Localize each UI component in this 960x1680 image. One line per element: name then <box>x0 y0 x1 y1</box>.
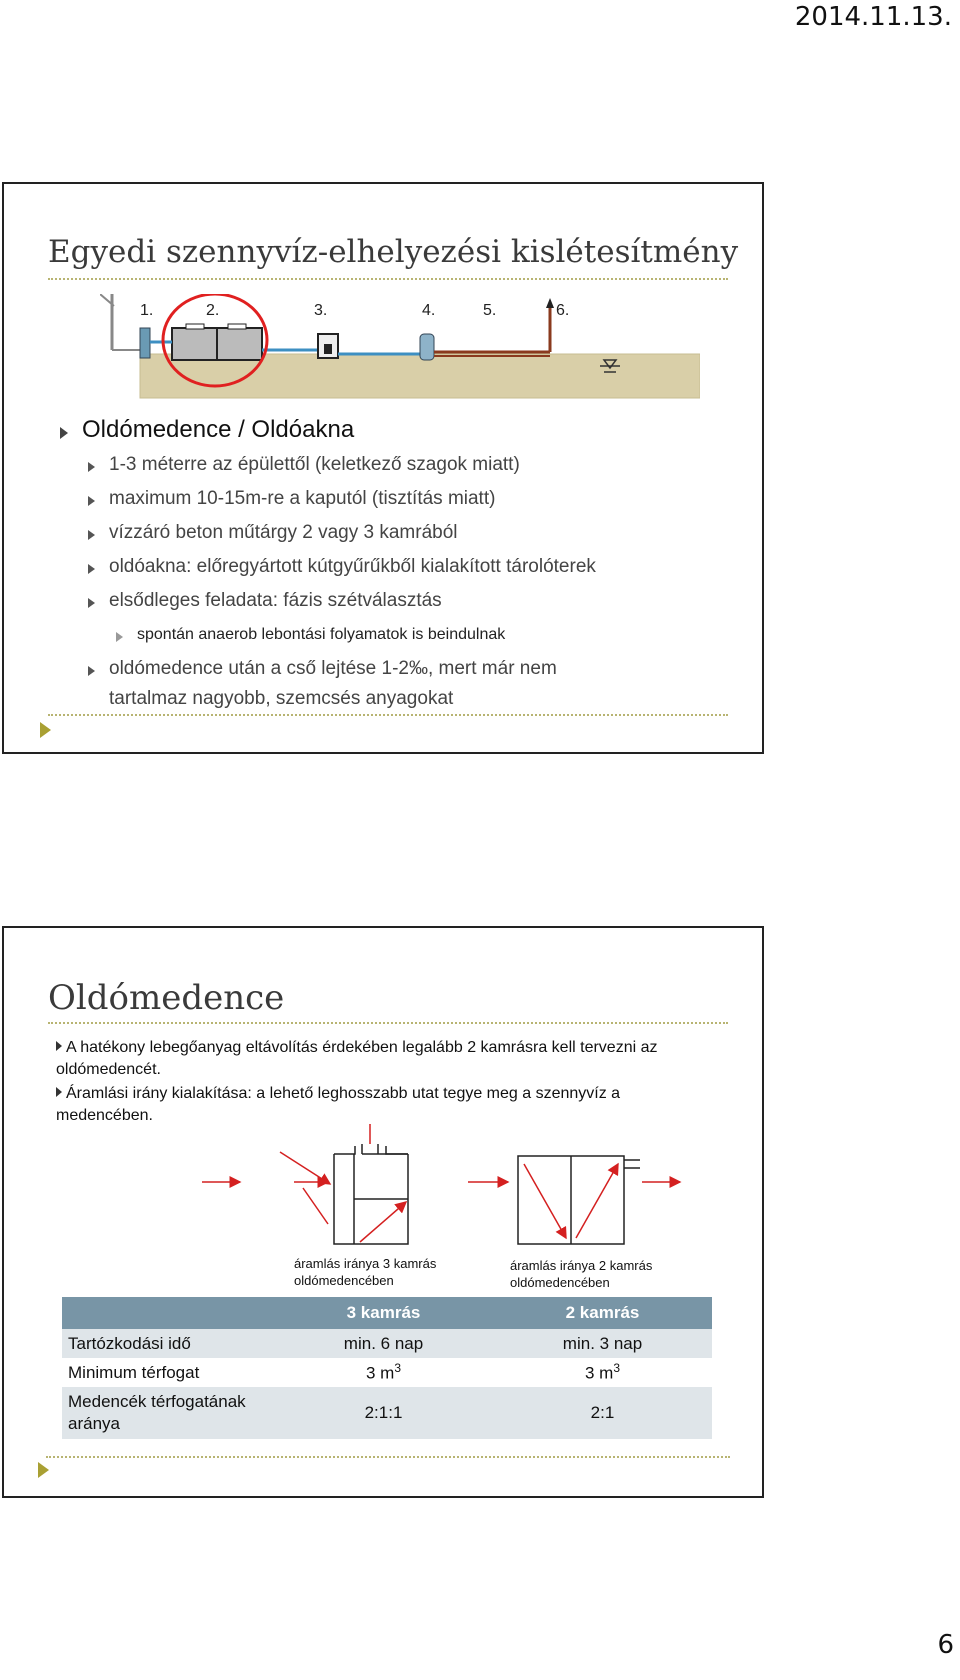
table-cell-value: 3 m <box>584 1363 614 1383</box>
two-chamber-tank <box>518 1156 640 1244</box>
bullet-marker <box>88 496 95 506</box>
table-header-cell <box>62 1297 274 1329</box>
caption-line: áramlás iránya 2 kamrás <box>510 1258 653 1273</box>
title-divider <box>48 278 728 280</box>
bullet-item <box>88 556 596 578</box>
bullet-oldomedence <box>60 416 354 444</box>
paragraph-line: A hatékony lebegőanyag eltávolítás érdekében legalább 2 kamrásra kell tervezni az <box>66 1039 658 1056</box>
bullet-marker <box>60 427 68 439</box>
bullet-text: Oldómedence / Oldóakna <box>82 416 355 443</box>
flow-arrow <box>303 1188 328 1224</box>
bullet-item <box>88 522 458 544</box>
table-row-label-line: Medencék térfogatának <box>68 1392 246 1411</box>
diagram-label-4: 4. <box>422 302 436 319</box>
bullet-text: oldómedence után a cső lejtése 1-2‰, mert már nem <box>109 658 557 679</box>
bullet-item <box>88 590 442 612</box>
table-header-row <box>62 1297 712 1329</box>
bullet-marker <box>56 1087 62 1097</box>
sub-bullet-item <box>116 626 505 644</box>
bottom-divider <box>48 714 728 716</box>
table-cell <box>493 1358 712 1387</box>
bullet-item <box>88 658 557 680</box>
flow-arrow <box>280 1152 330 1184</box>
bullet-marker <box>88 598 95 608</box>
table-row <box>62 1358 712 1387</box>
table-cell: 2:1 <box>493 1387 712 1439</box>
caption-line: áramlás iránya 3 kamrás <box>294 1256 437 1271</box>
bullet-text: elsődleges feladata: fázis szétválasztás <box>109 590 442 611</box>
bullet-text: 1-3 méterre az épülettől (keletkező szagok miatt) <box>109 454 520 475</box>
slide-marker-icon <box>40 722 51 738</box>
bottom-divider <box>46 1456 730 1458</box>
table-cell <box>274 1358 493 1387</box>
bullet-text: spontán anaerob lebontási folyamatok is beindulnak <box>137 626 506 643</box>
bullet-marker <box>88 666 95 676</box>
flow-arrow <box>360 1202 406 1242</box>
paragraph-2 <box>56 1083 696 1127</box>
bullet-text: oldóakna: előregyártott kútgyűrűkből kialakított tárolóterek <box>109 556 596 577</box>
table-header-cell: 3 kamrás <box>274 1297 493 1329</box>
table-row-label <box>62 1387 274 1439</box>
table-row <box>62 1387 712 1439</box>
diagram-label-3: 3. <box>314 302 328 319</box>
flow-arrow <box>576 1164 618 1238</box>
bullet-marker <box>56 1041 62 1051</box>
table-header-cell: 2 kamrás <box>493 1297 712 1329</box>
caption-line: oldómedencében <box>294 1273 394 1288</box>
slide-marker-icon <box>38 1462 49 1478</box>
caption-line: oldómedencében <box>510 1275 610 1290</box>
bullet-text: vízzáró beton műtárgy 2 vagy 3 kamrából <box>109 522 458 543</box>
comparison-table <box>62 1297 712 1439</box>
table-row-label: Tartózkodási idő <box>62 1329 274 1358</box>
paragraph-line: oldómedencét. <box>56 1061 161 1078</box>
table-cell: min. 3 nap <box>493 1329 712 1358</box>
table-row <box>62 1329 712 1358</box>
table-row-label: Minimum térfogat <box>62 1358 274 1387</box>
flow-arrow <box>524 1164 566 1238</box>
table-cell: 2:1:1 <box>274 1387 493 1439</box>
flow-diagrams <box>200 1124 720 1259</box>
diagram-label-5: 5. <box>483 302 497 319</box>
bullet-marker <box>88 564 95 574</box>
paragraph-line: Áramlási irány kialakítása: a lehető leghosszabb utat tegye meg a szennyvíz a <box>66 1085 621 1102</box>
slide-2-title: Oldómedence <box>48 978 285 1018</box>
page-number: 6 <box>937 1630 954 1660</box>
bullet-item <box>88 454 520 476</box>
paragraph-1 <box>56 1037 696 1081</box>
bullet-marker <box>88 530 95 540</box>
bullet-text: tartalmaz nagyobb, szemcsés anyagokat <box>109 688 454 709</box>
bullet-marker <box>88 462 95 472</box>
date-stamp: 2014.11.13. <box>794 2 952 32</box>
table-cell: min. 6 nap <box>274 1329 493 1358</box>
table-cell-value: 3 m <box>365 1363 395 1383</box>
caption-two-chamber <box>510 1257 652 1291</box>
bullet-continuation <box>109 688 453 710</box>
septic-system-diagram <box>100 294 700 404</box>
diagram-label-6: 6. <box>556 302 570 319</box>
diagram-label-2: 2. <box>206 302 220 319</box>
table-cell-superscript: 3 <box>394 1361 402 1376</box>
caption-three-chamber <box>294 1255 436 1289</box>
filter-tank <box>420 334 434 360</box>
table-row-label-line: aránya <box>68 1414 120 1433</box>
bullet-marker <box>116 632 123 642</box>
three-chamber-tank <box>334 1144 408 1244</box>
diagram-label-1: 1. <box>140 302 154 319</box>
title-divider <box>48 1022 728 1024</box>
slide-1-title: Egyedi szennyvíz-elhelyezési kislétesítmény <box>48 234 739 270</box>
bullet-text: maximum 10-15m-re a kaputól (tisztítás miatt) <box>109 488 496 509</box>
slide-1 <box>2 182 764 754</box>
bullet-item <box>88 488 495 510</box>
paragraph-line: medencében. <box>56 1107 153 1124</box>
table-cell-superscript: 3 <box>613 1361 621 1376</box>
